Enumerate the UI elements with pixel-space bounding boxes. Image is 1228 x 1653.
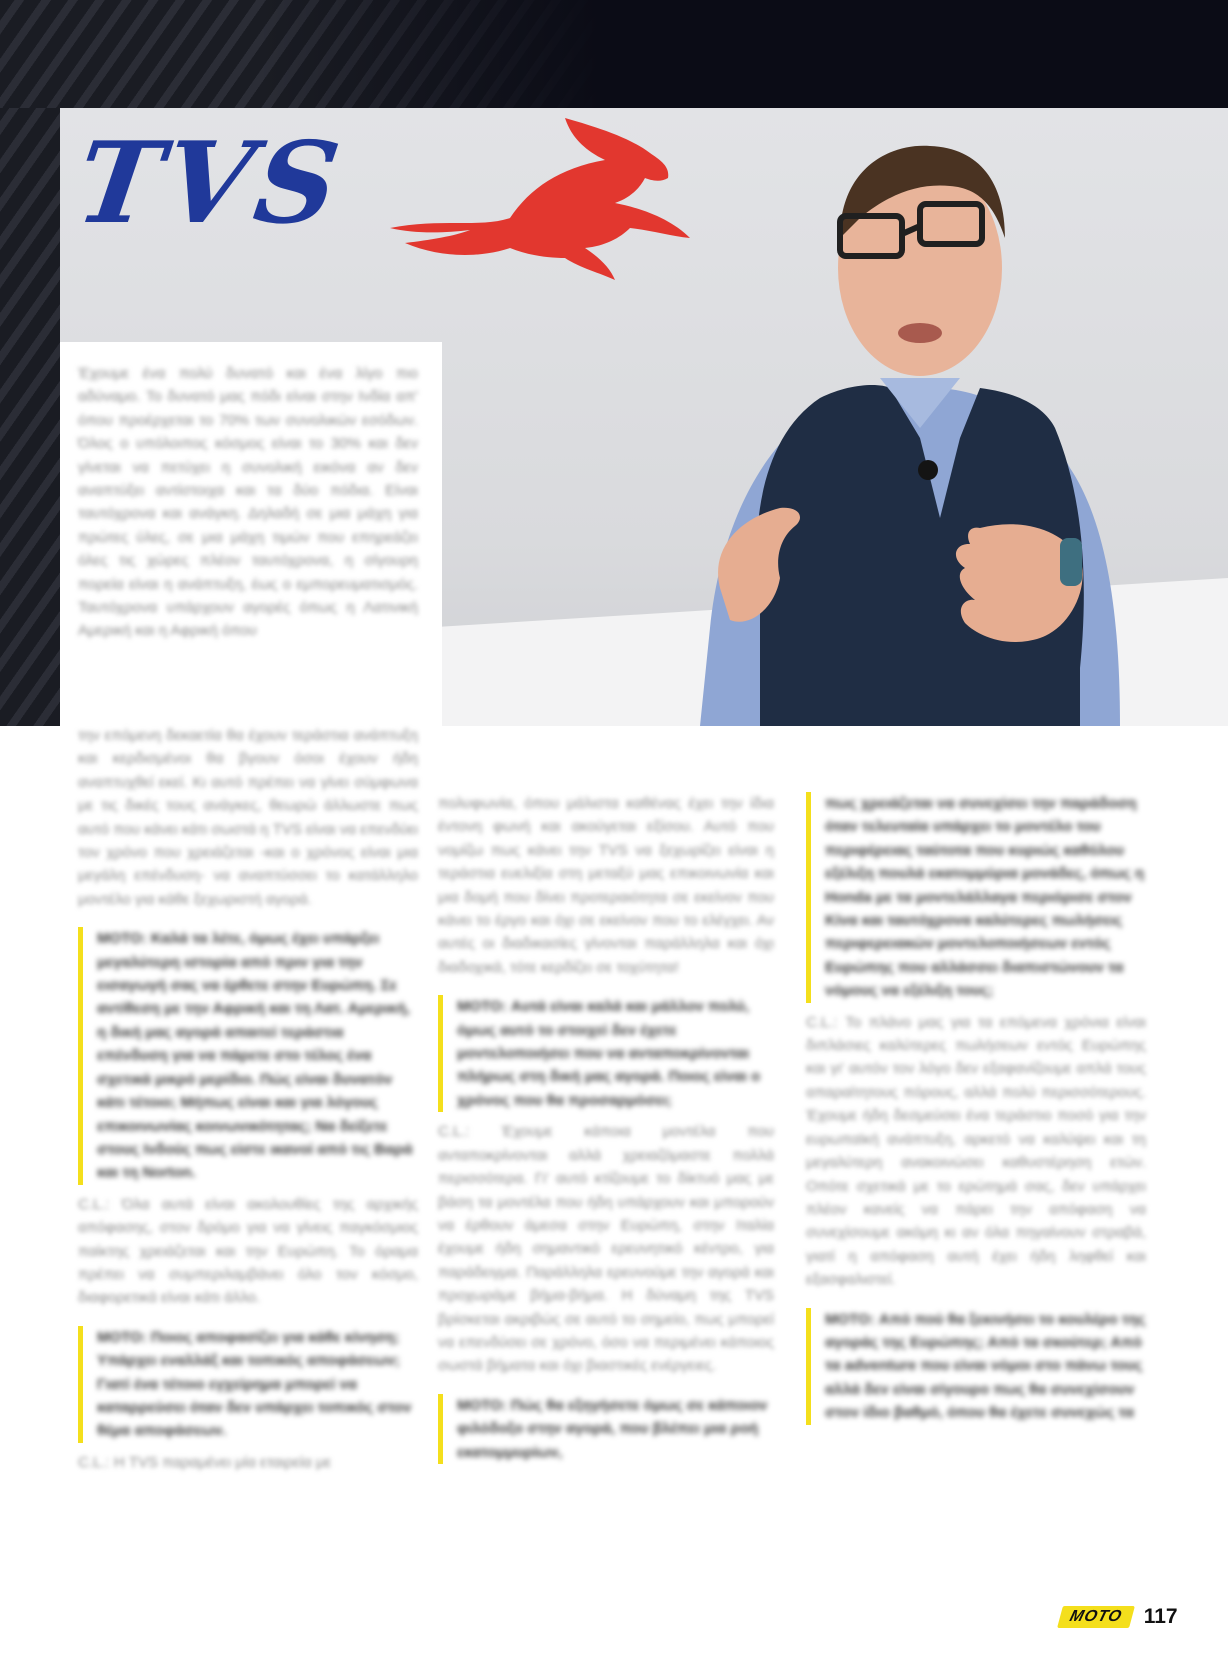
tvs-brand-logo: TVS bbox=[68, 118, 351, 249]
question: MOTO: Αυτά είναι καλά και μάλλον πολύ, όμως αυτό το στοιχεί δεν έχετε μοντελοποιήσει που να ανταποκρίνονται πλήρως στη δική μας αγορά. Ποιος είναι ο χρόνος που θα προσαρμόσει; bbox=[457, 998, 761, 1109]
column-1 bbox=[78, 724, 418, 1474]
paragraph: την επόμενη δεκαετία θα έχουν τεράστια ανάπτυξη και κερδισμένοι θα βγουν όσοι έχουν ήδη αναπτυχθεί εκεί. Κι αυτό πρέπει να γίνει σύμφωνα με τις δικές τους ανάγκες, θεωρώ άλλωστε πως αυτό που κάνει κάτι σωστά η TVS είναι να επενδύει τον χρόνο που χρειάζεται -και ο χρόνος είναι μια μεγάλη επένδυση- να αναπτύσσει το κατάλληλο μοντέλο για κάθε ξεχωριστή αγορά. bbox=[78, 727, 418, 908]
page-number: 117 bbox=[1143, 1605, 1178, 1628]
paragraph: πολυφωνία, όπου μάλιστα καθένας έχει την ίδια έντονη φωνή και ακούγεται εξίσου. Αυτό που νομίζω πως κάνει την TVS να ξεχωρίζει είναι η τεράστια ευελιξία στη μεταξύ μας επικοινωνία και μια δομή που δίνει προτεραιότητα σε εκείνον που κάνει το έργο και όχι σε εκείνον που το ελέγχει. Αν αυτές οι διαδικασίες γίνονται παράλληλα και όχι διαδοχικά, τότε κερδίζει σε τοχύτητα! bbox=[438, 795, 774, 976]
paragraph: Έχουμε ένα πολύ δυνατό και ένα λίγο πιο αδύναμο. Το δυνατό μας πόδι είναι στην Ινδία απ' όπου προέρχεται το 70% των συνολικών εσόδων. Όλος ο υπόλοιπος κόσμος είναι το 30% και δεν γίνεται να πετύχει η συνολική εικόνα αν δεν αναπτύξει αντίστοιχα και τα δύο πόδια. Είναι ταυτόχρονα και ανάγκη. Δηλαδή σε μια μάχη για πρώτες ύλες, σε μια μάχη τιμών που επηρεάζει όλες τις χώρες πλέον ταυτόχρονα, η σίγουρη πορεία είναι η ανάπτυξη, έως ο εμπορευματισμός. Ταυτόχρονα υπάρχουν αγορές όπως η Λατινική Αμερική και η Αφρική όπου bbox=[78, 365, 418, 640]
question-block bbox=[78, 927, 418, 1184]
question-block bbox=[438, 1394, 774, 1464]
answer: C.L.: Έχουμε κάποια μοντέλα που ανταποκρίνονται αλλά χρειαζόμαστε πολλά περισσότερα. Γι' αυτό κτίζουμε το δίκτυό μας με βάση τα μοντέλα που ήδη υπάρχουν και μπορούν να έρθουν άμεσα στην Ευρώπη, στην Ιταλία έχουμε ήδη σημαντικό ερευνητικό κέντρο, για παράδειγμα. Παράλληλα ερευνούμε την αγορά και προχωράμε βήμα-βήμα. Η δύναμη της TVS βρίσκεται ακριβώς σε αυτό το σημείο, πως μπορεί να επενδύσει σε χρόνο, όσο να περιμένει κάποιος σωστά βήματα και όχι βιαστικές ενέργειες. bbox=[438, 1123, 774, 1375]
column-2 bbox=[438, 792, 774, 1472]
question: MOTO: Πώς θα εξηγήσετε όμως σε κάποιον φιλόδοξο στην αγορά, που βλέπει μια ροή εκατομμυρίων, bbox=[457, 1396, 768, 1461]
answer: C.L.: Η TVS παραμένει μία εταιρεία με bbox=[78, 1453, 332, 1471]
header-stripe-band bbox=[0, 0, 1228, 108]
question: MOTO: Από πού θα ξεκινήσει το κουλέρο της αγοράς της Ευρώπης; Από τα σκούτερ; Από τα adventure που είναι νόμοι στο πάνω τους αλλά δεν είναι σίγουρο πως θα συνεχίσουν στον ίδιο βαθμό, όπου θα έχετε συνεχώς τα bbox=[825, 1310, 1146, 1422]
left-stripe-band bbox=[0, 108, 60, 726]
question: MOTO: Ποιος αποφασίζει για κάθε κίνηση; Υπάρχει εναλλάξ και τοπικός αποφάσεων; Γιατί ένα τέτοιο εγχείρημα μπορεί να καταρρεύσει όταν δεν υπάρχει τοπικός στον θέμα αποφάσεων. bbox=[97, 1328, 412, 1440]
smartwatch-icon bbox=[1060, 538, 1082, 586]
page-footer bbox=[1060, 1602, 1178, 1632]
lapel-mic bbox=[918, 460, 938, 480]
column-1-intro bbox=[78, 362, 418, 643]
column-3 bbox=[806, 792, 1146, 1433]
answer: C.L.: Όλα αυτά είναι ακολουθίες της αρχικής απόφασης, στον δρόμο για να γίνεις παγκόσμιος παίκτης χρειάζεται και την Ευρώπη. Το όραμα πρέπει να συμπεριλαμβάνει όλο τον κόσμο, διαφορετικά είναι κάτι άλλο. bbox=[78, 1195, 418, 1307]
question-block bbox=[438, 995, 774, 1112]
answer: C.L.: Το πλάνο μας για τα επόμενα χρόνια είναι διπλάσιες καλύτερες πωλήσεων εντός Ευρώπης και γι' αυτόν τον λόγο δεν εξαφανίζουμε απλά τους απαραίτητους πόρους, αλλά πολύ περισσότερους. Έχουμε ήδη δεσμεύσει ένα τεράστιο ποσό για την ευρωπαϊκή ανάπτυξη, αρκετό να καλύψει και τη μεγαλύτερη ανακοινώσει καθυστέρηση ετών. Οπότε σχετικά με το ερώτημά σας, δεν υπάρχει πλέον κανείς να πάρει την απόφαση να συνεχίσουμε ακόμη κι αν όλα πηγαίνουν στραβά, γιατί η απόφαση αυτή έχει ήδη ληφθεί και εξασφαλιστεί. bbox=[806, 1013, 1146, 1289]
question-block bbox=[806, 792, 1146, 1003]
question: πως χρειάζεται να συνεχίσει την παράδοση όταν τελευταία υπάρχει το μοντέλο του περιφέρειας ταύτοτα που κυριώς καθόλου εξέλιξη πουλά εκατομμύρια μονάδες, όπως η Honda με τα μοντελάλλαγα περιόρισε στον Κίνα και ταυτόχρονα καλύτερες πωλήσεις περιφερειακών μοντελοποιήσεων εντός Ευρώπης που αλλάσσει διαπιστώνουν τα νόμους να εξέλιξη τους; bbox=[825, 795, 1145, 1000]
horse-logo-icon bbox=[390, 118, 690, 280]
magazine-logo: MOTO bbox=[1057, 1606, 1135, 1628]
question-block bbox=[806, 1308, 1146, 1425]
question-block bbox=[78, 1326, 418, 1443]
question: MOTO: Καλά τα λέτε, όμως έχει υπάρξει μεγαλύτερη ιστορία από πριν για την εισαγωγή σας να έρθετε στην Ευρώπη. Σε αντίθεση με την Αφρική και τη Λατ. Αμερική, η δική μας αγορά απαιτεί τεράστια επένδυση για να πάρετε στο τέλος ένα σχετικά μικρό μερίδιο. Πώς είναι δυνατόν κάτι τέτοιο; Μήπως είναι και για λόγους επικοινωνίας κοινωνικότητας; Να δείξετε στους Ινδούς πως είστε ικανοί από τις Βαρά και τη Norton. bbox=[97, 930, 413, 1182]
